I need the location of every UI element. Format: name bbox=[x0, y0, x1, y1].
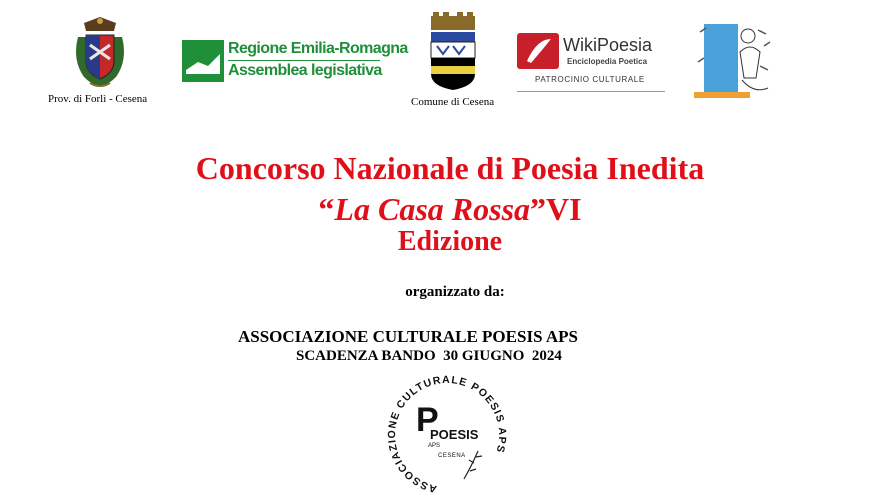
wikipoesia-name: WikiPoesia bbox=[563, 35, 653, 55]
deadline: SCADENZA BANDO 30 GIUGNO 2024 bbox=[296, 348, 562, 364]
illustrated-logo bbox=[694, 22, 774, 102]
contest-title-line2 bbox=[0, 191, 875, 228]
seal-branch-icon bbox=[464, 451, 482, 479]
seal-wordmark: POESIS bbox=[430, 427, 479, 442]
assemblea-name: Assemblea legislativa bbox=[228, 62, 382, 79]
organizer-name: ASSOCIAZIONE CULTURALE POESIS APS bbox=[238, 327, 578, 346]
contest-title: Concorso Nazionale di Poesia Inedita bbox=[195, 150, 705, 186]
wikipoesia-tag: PATROCINIO CULTURALE bbox=[535, 75, 645, 84]
wikipoesia-subtitle: Enciclopedia Poetica bbox=[567, 57, 648, 66]
seal-big-letter: P bbox=[416, 401, 439, 439]
provincia-logo bbox=[45, 15, 160, 107]
comune-caption: Comune di Cesena bbox=[411, 96, 495, 108]
regione-name: Regione Emilia-Romagna bbox=[228, 40, 408, 57]
comune-logo bbox=[405, 12, 505, 112]
seal-aps: APS bbox=[428, 443, 441, 449]
seal-city: CESENA bbox=[438, 453, 466, 459]
wikipoesia-logo bbox=[517, 33, 665, 92]
quote-close-edition: ”VI bbox=[530, 191, 582, 227]
illustrated-book-icon bbox=[694, 22, 774, 102]
regione-emilia-romagna-logo bbox=[182, 40, 224, 82]
wikipoesia-icon bbox=[517, 33, 559, 69]
comune-cesena-crest-icon bbox=[425, 12, 481, 92]
seal-ring-text-span: ASSOCIAZIONE CULTURALE POESIS APS bbox=[385, 375, 509, 495]
poesis-seal bbox=[380, 375, 515, 495]
contest-title-line3: Edizione bbox=[397, 226, 503, 257]
regione-logo bbox=[182, 40, 408, 85]
regione-divider bbox=[228, 60, 380, 61]
organized-by-label: organizzato da: bbox=[405, 284, 505, 300]
contest-name: La Casa Rossa bbox=[334, 191, 531, 227]
provincia-caption: Prov. di Forlì - Cesena bbox=[48, 93, 148, 105]
seal-graphic bbox=[380, 375, 515, 495]
quote-open: “ bbox=[318, 191, 335, 227]
provincia-crest-icon bbox=[70, 15, 130, 90]
